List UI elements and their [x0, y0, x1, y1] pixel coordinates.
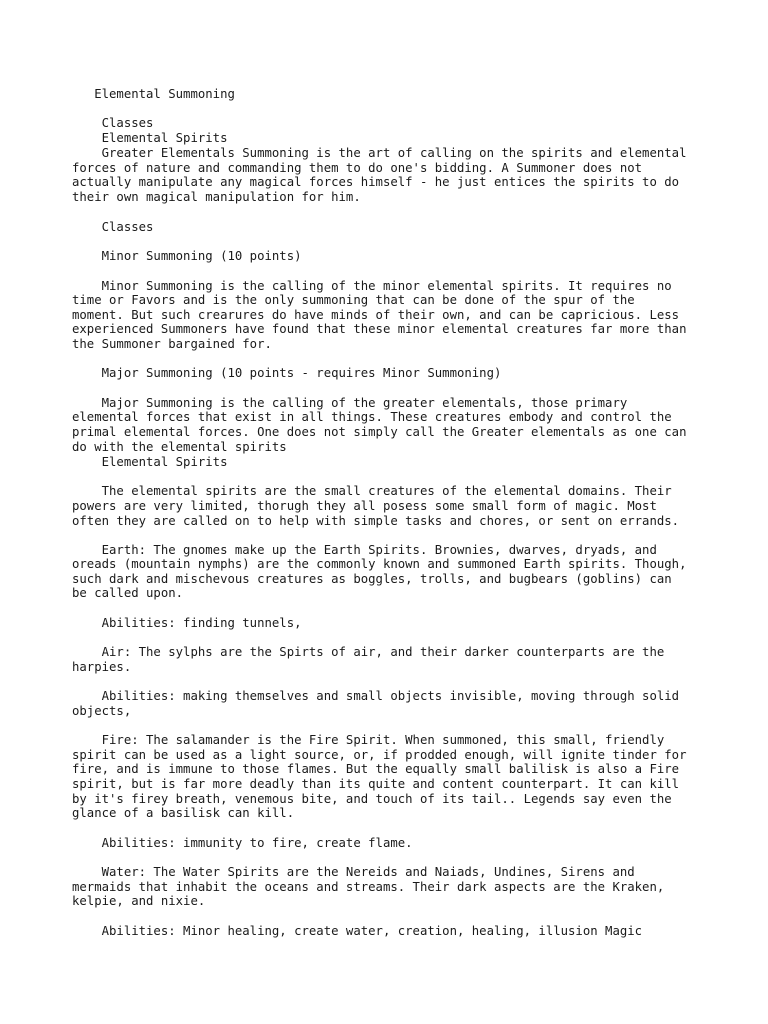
- water-line: kelpie, and nixie.: [72, 894, 206, 908]
- minor-summoning-line: the Summoner bargained for.: [72, 337, 272, 351]
- elemental-spirits-line: The elemental spirits are the small creatures of the elemental domains. Their: [72, 484, 672, 498]
- earth-line: Earth: The gnomes make up the Earth Spirits. Brownies, dwarves, dryads, and: [72, 543, 657, 557]
- earth-abilities: Abilities: finding tunnels,: [72, 616, 302, 630]
- fire-line: fire, and is immune to those flames. But the equally small balilisk is also a Fire: [72, 762, 680, 776]
- fire-abilities: Abilities: immunity to fire, create flame.: [72, 836, 413, 850]
- major-summoning-line: Major Summoning is the calling of the greater elementals, those primary: [72, 396, 628, 410]
- minor-summoning-line: experienced Summoners have found that these minor elemental creatures far more than: [72, 322, 687, 336]
- fire-line: by it's firey breath, venemous bite, and touch of its tail.. Legends say even the: [72, 792, 672, 806]
- elemental-spirits-line: powers are very limited, thorugh they all posess some small form of magic. Most: [72, 499, 657, 513]
- fire-line: glance of a basilisk can kill.: [72, 806, 295, 820]
- minor-summoning-heading: Minor Summoning (10 points): [72, 249, 302, 263]
- intro-line: actually manipulate any magical forces himself - he just entices the spirits to do: [72, 175, 680, 189]
- major-summoning-line: primal elemental forces. One does not simply call the Greater elementals as one can: [72, 425, 687, 439]
- air-abilities-line: objects,: [72, 704, 132, 718]
- air-line: harpies.: [72, 660, 132, 674]
- toc-item-elemental-spirits: Elemental Spirits: [72, 131, 228, 145]
- water-abilities: Abilities: Minor healing, create water, creation, healing, illusion Magic: [72, 924, 643, 938]
- intro-line: their own magical manipulation for him.: [72, 190, 361, 204]
- classes-heading: Classes: [72, 220, 154, 234]
- intro-line: forces of nature and commanding them to do one's bidding. A Summoner does not: [72, 161, 643, 175]
- earth-line: be called upon.: [72, 586, 184, 600]
- major-summoning-heading: Major Summoning (10 points - requires Minor Summoning): [72, 366, 502, 380]
- minor-summoning-line: Minor Summoning is the calling of the minor elemental spirits. It requires no: [72, 279, 672, 293]
- elemental-spirits-line: often they are called on to help with simple tasks and chores, or sent on errands.: [72, 514, 680, 528]
- fire-line: spirit can be used as a light source, or, if prodded enough, will ignite tinder for: [72, 748, 687, 762]
- water-line: mermaids that inhabit the oceans and streams. Their dark aspects are the Kraken,: [72, 880, 665, 894]
- fire-line: Fire: The salamander is the Fire Spirit. When summoned, this small, friendly: [72, 733, 665, 747]
- air-abilities-line: Abilities: making themselves and small objects invisible, moving through solid: [72, 689, 680, 703]
- elemental-spirits-heading: Elemental Spirits: [72, 455, 228, 469]
- major-summoning-line: do with the elemental spirits: [72, 440, 287, 454]
- earth-line: such dark and mischevous creatures as boggles, trolls, and bugbears (goblins) can: [72, 572, 672, 586]
- fire-line: spirit, but is far more deadly than its quite and content counterpart. It can kill: [72, 777, 680, 791]
- minor-summoning-line: time or Favors and is the only summoning that can be done of the spur of the: [72, 293, 635, 307]
- intro-line: Greater Elementals Summoning is the art of calling on the spirits and elemental: [72, 146, 687, 160]
- earth-line: oreads (mountain nymphs) are the commonly known and summoned Earth spirits. Though,: [72, 557, 687, 571]
- major-summoning-line: elemental forces that exist in all things. These creatures embody and control the: [72, 410, 672, 424]
- minor-summoning-line: moment. But such crearures do have minds of their own, and can be capricious. Less: [72, 308, 680, 322]
- toc-item-classes: Classes: [72, 116, 154, 130]
- water-line: Water: The Water Spirits are the Nereids and Naiads, Undines, Sirens and: [72, 865, 635, 879]
- air-line: Air: The sylphs are the Spirts of air, and their darker counterparts are the: [72, 645, 665, 659]
- document-title: Elemental Summoning: [72, 87, 235, 101]
